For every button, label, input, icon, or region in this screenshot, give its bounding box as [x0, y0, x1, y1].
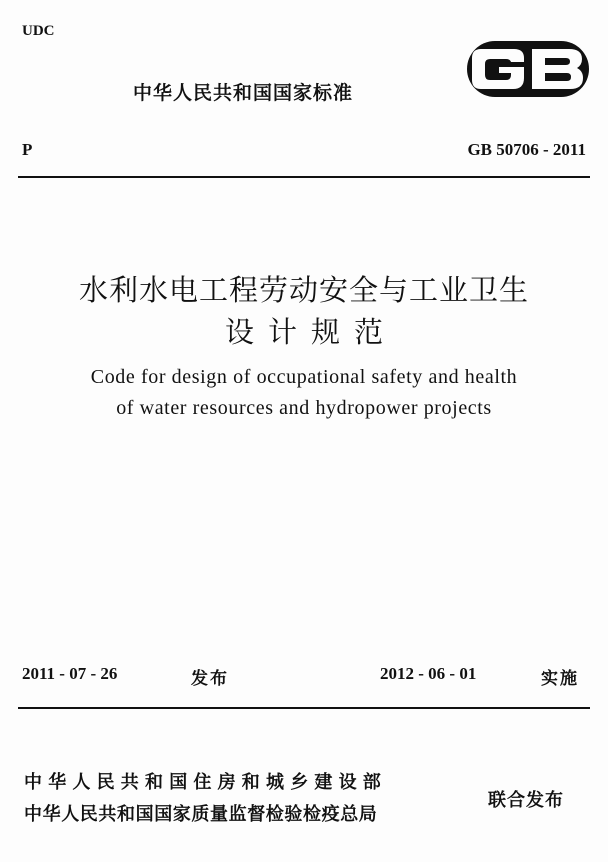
issuer-quality-supervision: 中华人民共和国国家质量监督检验检疫总局	[24, 804, 378, 825]
implementation-label: 实施	[541, 669, 579, 689]
issue-date: 2011 - 07 - 26	[22, 664, 118, 683]
implementation-date: 2012 - 06 - 01	[380, 664, 477, 683]
issue-label: 发布	[191, 669, 229, 689]
title-chinese-line2: 设计规范	[224, 315, 397, 349]
issuer-ministry-housing: 中华人民共和国住房和城乡建设部	[24, 772, 387, 793]
standard-type-heading: 中华人民共和国国家标准	[133, 82, 354, 104]
title-english-line2: of water resources and hydropower projects	[116, 397, 492, 419]
bottom-divider	[18, 707, 590, 709]
standard-number: GB 50706 - 2011	[467, 140, 586, 159]
title-chinese-line1: 水利水电工程劳动安全与工业卫生	[78, 273, 529, 307]
classification-code: P	[22, 140, 33, 159]
joint-release-label: 联合发布	[488, 790, 564, 811]
gb-logo	[466, 40, 590, 98]
title-english-line1: Code for design of occupational safety and health	[90, 366, 518, 388]
top-divider	[18, 176, 590, 178]
udc-label: UDC	[22, 23, 55, 39]
